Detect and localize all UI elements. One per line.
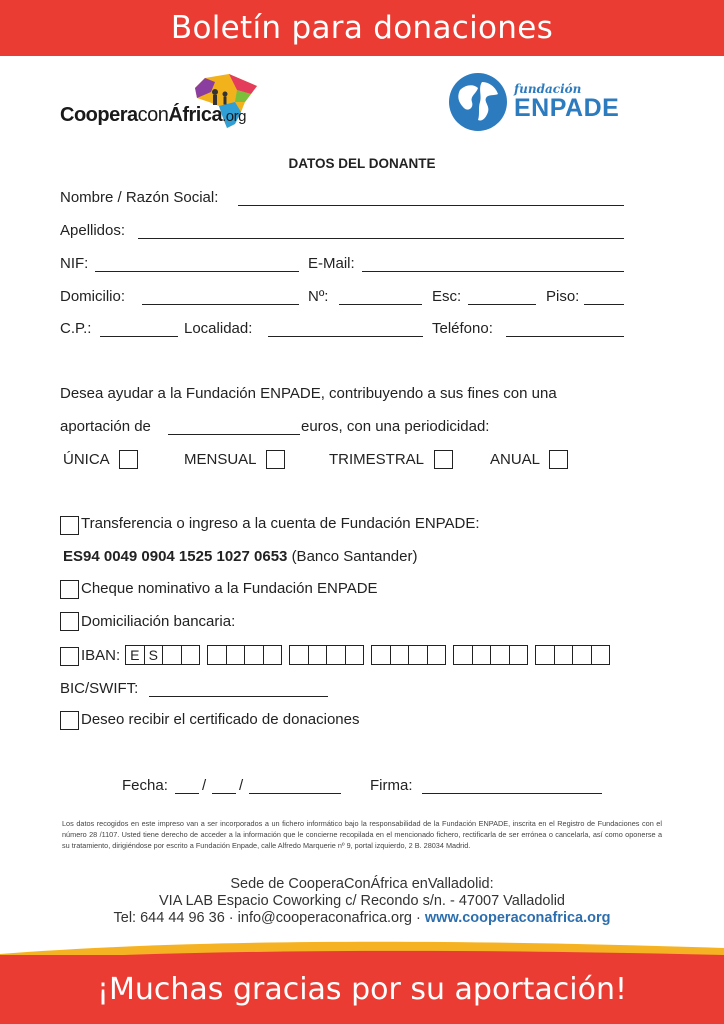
iban-group-6 — [535, 645, 610, 665]
iban-boxes — [125, 645, 610, 665]
iban-cell[interactable] — [490, 645, 509, 665]
row-nif-email — [60, 253, 626, 275]
section-title: DATOS DEL DONANTE — [288, 156, 436, 171]
transfer-label: Transferencia o ingreso a la cuenta de Fundación ENPADE: — [81, 515, 480, 532]
periodicity-anual-checkbox[interactable] — [549, 450, 568, 469]
apellidos-label: Apellidos: — [60, 222, 126, 239]
iban-cell[interactable]: E — [125, 645, 144, 665]
iban-cell[interactable] — [308, 645, 327, 665]
numero-field[interactable] — [339, 286, 422, 305]
legal-notice: Los datos recogidos en este impreso van a ser incorporados a un fichero informático bajo la responsabilidad de la Fundación ENPADE, inscrita en el Registro de Fundaciones con el número 28 /1107. Usted tiene derecho de acceder a la información que le concierne recopilada en el mencionado fichero, rectificarla de ser errónea o cancelarla, así como oponerse a su tratamiento, dirigiéndose por escrito a Fundación Enpade, calle Alfredo Marquerie nº 9, portal izquierdo, 2 B. 28034 Madrid. — [62, 819, 662, 851]
iban-cell[interactable] — [509, 645, 528, 665]
contact-sep-1: · — [228, 910, 234, 926]
coopera-con-africa-logo — [60, 72, 280, 136]
donation-intro: Desea ayudar a la Fundación ENPADE, contribuyendo a sus fines con una — [60, 385, 557, 402]
coopera-brand-text: CooperaconÁfrica.org — [60, 104, 246, 126]
esc-field[interactable] — [468, 286, 536, 305]
certificate-label: Deseo recibir el certificado de donaciones — [81, 711, 360, 728]
globe-icon — [448, 72, 508, 132]
cheque-checkbox[interactable] — [60, 580, 79, 599]
header-band — [0, 0, 724, 56]
periodicity-mensual-checkbox[interactable] — [266, 450, 285, 469]
fundacion-enpade-logo — [448, 72, 648, 134]
footer-band — [0, 955, 724, 1024]
certificate-checkbox[interactable] — [60, 711, 79, 730]
iban-cell[interactable] — [345, 645, 364, 665]
domiciliacion-checkbox[interactable] — [60, 612, 79, 631]
iban-cell[interactable] — [408, 645, 427, 665]
row-cp-localidad — [60, 318, 626, 340]
domicilio-label: Domicilio: — [60, 288, 126, 305]
iban-cell[interactable] — [326, 645, 345, 665]
bic-label: BIC/SWIFT: — [60, 680, 139, 697]
iban-cell[interactable] — [427, 645, 446, 665]
contact-email[interactable]: info@cooperaconafrica.org — [237, 910, 412, 926]
iban-cell[interactable] — [263, 645, 282, 665]
numero-label: Nº: — [308, 288, 329, 305]
contact-line — [0, 910, 724, 926]
iban-cell[interactable] — [162, 645, 181, 665]
iban-group-4 — [371, 645, 446, 665]
fecha-sep-2: / — [239, 777, 244, 794]
row-apellidos — [60, 220, 626, 242]
iban-group-3 — [289, 645, 364, 665]
cp-field[interactable] — [100, 318, 178, 337]
nif-label: NIF: — [60, 255, 89, 272]
aportacion-label: aportación de — [60, 418, 151, 435]
page-title: Boletín para donaciones — [170, 10, 554, 46]
periodicity-anual-label: ANUAL — [490, 451, 541, 468]
iban-cell[interactable] — [572, 645, 591, 665]
iban-cell[interactable] — [591, 645, 610, 665]
email-field[interactable] — [362, 253, 624, 272]
account-number: ES94 0049 0904 1525 1027 0653 — [63, 548, 288, 565]
row-fecha-firma — [122, 775, 612, 797]
iban-cell[interactable] — [244, 645, 263, 665]
piso-label: Piso: — [546, 288, 580, 305]
contact-sep-2: · — [416, 910, 421, 926]
iban-cell[interactable] — [207, 645, 226, 665]
localidad-field[interactable] — [268, 318, 423, 337]
iban-group-2 — [207, 645, 282, 665]
periodicity-trimestral-checkbox[interactable] — [434, 450, 453, 469]
iban-group-5 — [453, 645, 528, 665]
iban-label: IBAN: — [81, 647, 121, 664]
bic-field[interactable] — [149, 678, 328, 697]
fecha-label: Fecha: — [122, 777, 168, 794]
iban-cell[interactable] — [390, 645, 409, 665]
iban-cell[interactable] — [226, 645, 245, 665]
fecha-month-field[interactable] — [212, 775, 236, 794]
account-line — [63, 546, 417, 568]
iban-cell[interactable] — [535, 645, 554, 665]
row-nombre — [60, 187, 626, 209]
nif-field[interactable] — [95, 253, 299, 272]
iban-cell[interactable] — [554, 645, 573, 665]
iban-cell[interactable] — [453, 645, 472, 665]
telefono-field[interactable] — [506, 318, 624, 337]
iban-cell[interactable] — [289, 645, 308, 665]
localidad-label: Localidad: — [184, 320, 253, 337]
row-aportacion — [60, 416, 626, 438]
contact-website[interactable]: www.cooperaconafrica.org — [424, 910, 611, 926]
amount-field[interactable] — [168, 416, 300, 435]
thanks-message: ¡Muchas gracias por su aportación! — [96, 972, 628, 1007]
fundacion-label: fundación — [514, 82, 582, 96]
fecha-year-field[interactable] — [249, 775, 341, 794]
domiciliacion-label: Domiciliación bancaria: — [81, 613, 236, 630]
fecha-day-field[interactable] — [175, 775, 199, 794]
apellidos-field[interactable] — [138, 220, 624, 239]
row-domicilio — [60, 286, 626, 308]
esc-label: Esc: — [432, 288, 462, 305]
iban-cell[interactable] — [472, 645, 491, 665]
periodicity-mensual-label: MENSUAL — [184, 451, 257, 468]
iban-checkbox[interactable] — [60, 647, 79, 666]
nombre-field[interactable] — [238, 187, 624, 206]
periodicity-trimestral-label: TRIMESTRAL — [329, 451, 425, 468]
row-bic — [60, 678, 340, 700]
domicilio-field[interactable] — [142, 286, 299, 305]
firma-label: Firma: — [370, 777, 413, 794]
bank-name: (Banco Santander) — [291, 548, 418, 565]
iban-cell[interactable] — [181, 645, 200, 665]
periodicity-text: euros, con una periodicidad: — [301, 418, 490, 435]
transfer-checkbox[interactable] — [60, 516, 79, 535]
email-label: E-Mail: — [308, 255, 355, 272]
nombre-label: Nombre / Razón Social: — [60, 189, 219, 206]
address-line-2: VIA LAB Espacio Coworking c/ Recondo s/n. - 47007 Valladolid — [159, 893, 565, 909]
iban-cell[interactable]: S — [144, 645, 163, 665]
iban-group-1 — [125, 645, 200, 665]
address-line-1: Sede de CooperaConÁfrica enValladolid: — [230, 876, 494, 892]
cp-label: C.P.: — [60, 320, 92, 337]
fecha-sep-1: / — [202, 777, 207, 794]
firma-field[interactable] — [422, 775, 602, 794]
cheque-label: Cheque nominativo a la Fundación ENPADE — [81, 580, 378, 597]
telefono-label: Teléfono: — [432, 320, 493, 337]
piso-field[interactable] — [584, 286, 624, 305]
periodicity-unica-checkbox[interactable] — [119, 450, 138, 469]
contact-phone: Tel: 644 44 96 36 — [113, 910, 225, 926]
enpade-label: ENPADE — [514, 94, 620, 122]
iban-cell[interactable] — [371, 645, 390, 665]
periodicity-unica-label: ÚNICA — [63, 451, 110, 468]
